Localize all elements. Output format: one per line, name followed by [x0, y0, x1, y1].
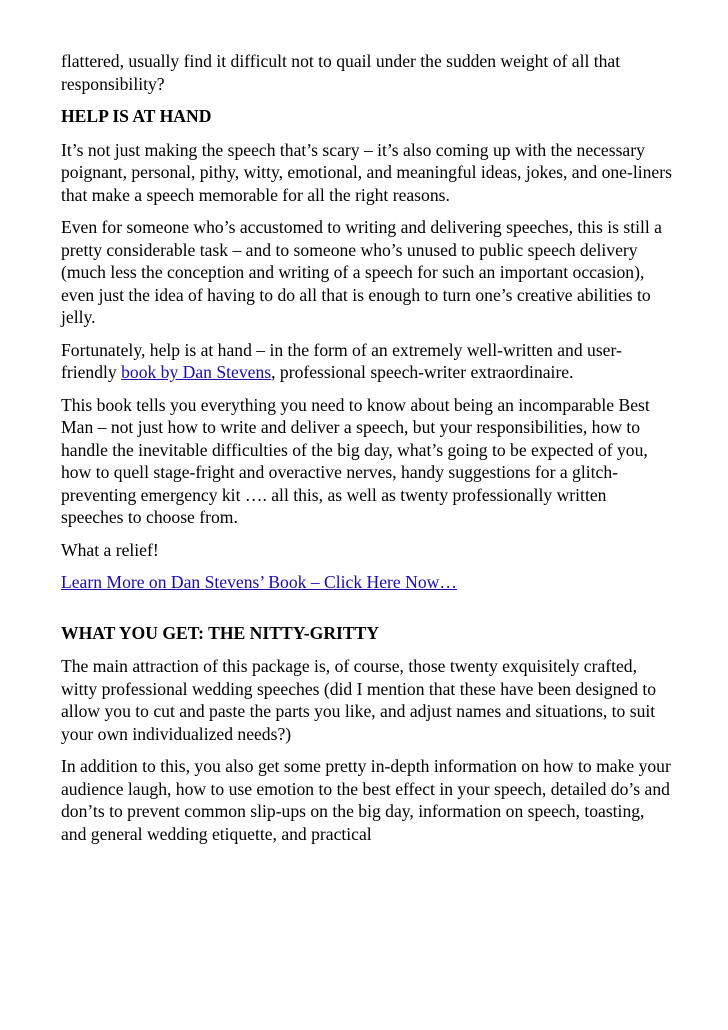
- even-paragraph: Even for someone who’s accustomed to writing and delivering speeches, this is still a pretty considerable task – and to someone who’s unused to public speech delivery (much less the conception and writing of a speech for such an important occasion), even just the idea of having to do all that is enough to turn one’s creative abilities to jelly.: [61, 217, 662, 327]
- addition-paragraph: In addition to this, you also get some pretty in-depth information on how to make your audience laugh, how to use emotion to the best effect in your speech, detailed do’s and don’ts to prevent common slip-ups on the big day, information on speech, toasting, and general wedding etiquette, and practical: [61, 756, 671, 844]
- book-paragraph: This book tells you everything you need to know about being an incomparable Best Man – not just how to write and deliver a speech, but your responsibilities, how to handle the inevitable difficulties of the big day, what’s going to be expected of you, how to quell stage-fright and overactive nerves, handy suggestions for a glitch-preventing emergency kit …. all this, as well as twenty professionally written speeches to choose from.: [61, 394, 650, 527]
- fortunately-text-after: , professional speech-writer extraordinaire.: [271, 362, 574, 382]
- main-attraction-paragraph: The main attraction of this package is, of course, those twenty exquisitely crafted, witty professional wedding speeches (did I mention that these have been designed to allow you to cut and paste the parts you like, and adjust names and situations, to suit your own individualized needs?): [61, 656, 657, 744]
- intro-paragraph: flattered, usually find it difficult not to quail under the sudden weight of all that responsibility?: [61, 51, 621, 94]
- scary-paragraph: It’s not just making the speech that’s scary – it’s also coming up with the necessary poignant, personal, pithy, witty, emotional, and meaningful ideas, jokes, and one-liners that make a speech memorable for all the right reasons.: [61, 139, 672, 205]
- document-page: [61, 50, 673, 855]
- learn-more-paragraph: [61, 571, 673, 594]
- learn-more-link[interactable]: Learn More on Dan Stevens’ Book – Click Here Now…: [61, 572, 457, 592]
- fortunately-paragraph: [61, 339, 673, 384]
- heading-what-you-get: WHAT YOU GET: THE NITTY-GRITTY: [61, 622, 380, 643]
- fortunately-text-before: Fortunately, help is at hand – in the form of an extremely well-written and user-friendly: [61, 339, 622, 382]
- heading-help-is-at-hand: HELP IS AT HAND: [61, 106, 212, 126]
- relief-paragraph: What a relief!: [61, 539, 159, 560]
- book-by-dan-stevens-link[interactable]: book by Dan Stevens: [121, 362, 272, 382]
